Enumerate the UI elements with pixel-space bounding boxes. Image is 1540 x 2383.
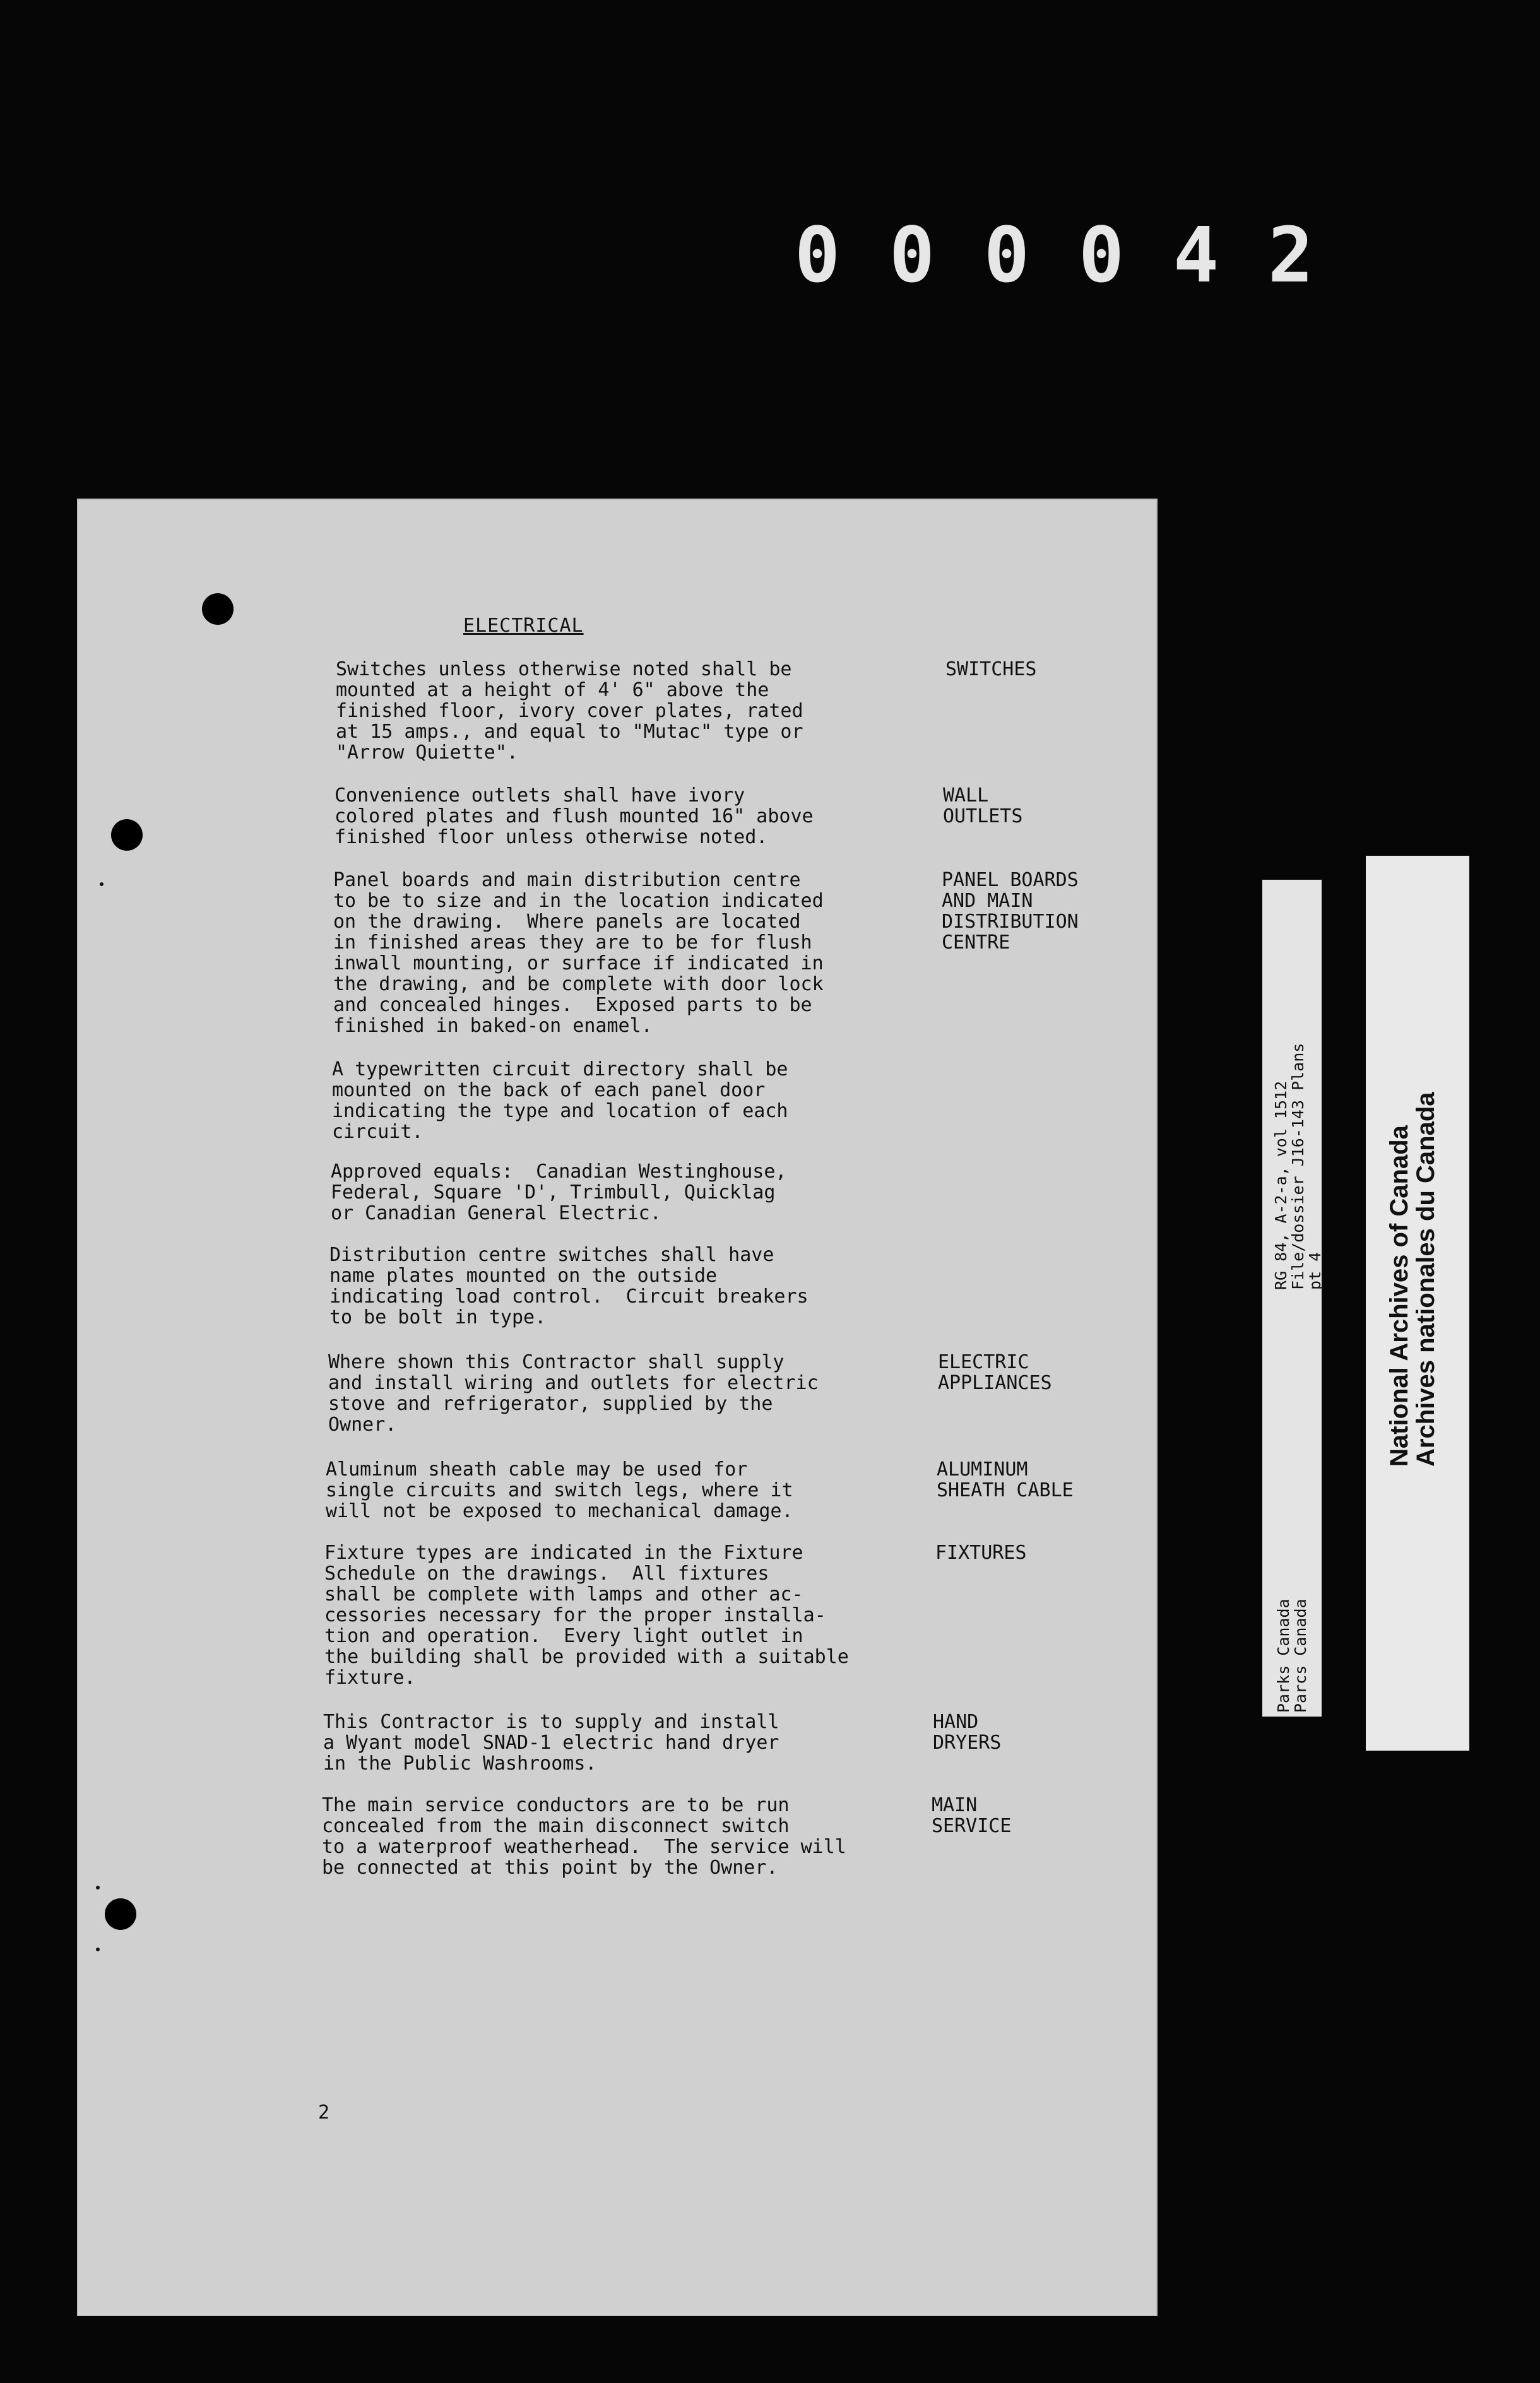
punch-hole xyxy=(111,819,143,851)
section-heading: FIXTURES xyxy=(935,1542,1027,1564)
parks-canada-label xyxy=(1262,880,1322,1717)
section-body: Fixture types are indicated in the Fixture Schedule on the drawings. All fixtures shall be complete with lamps and other ac- cessories necessary for the proper installa- tion and operation. Every light outlet in the building shall be provided with a suitable fixture. xyxy=(324,1542,849,1689)
archives-name: National Archives of Canada Archives nationales du Canada xyxy=(1385,1092,1440,1467)
speck xyxy=(96,1886,100,1889)
section-body: Convenience outlets shall have ivory colored plates and flush mounted 16" above finished floor unless otherwise noted. xyxy=(335,784,814,848)
frame-digit: 0 xyxy=(1078,211,1125,300)
speck xyxy=(100,882,104,886)
section-heading: SWITCHES xyxy=(945,658,1037,680)
section-body: The main service conductors are to be run concealed from the main disconnect switch to a waterproof weatherhead. The service will be connected at this point by the Owner. xyxy=(322,1794,846,1879)
section-heading: WALL OUTLETS xyxy=(943,784,1023,827)
national-archives-label xyxy=(1366,856,1469,1751)
section-body: Panel boards and main distribution centre to be to size and in the location indicated on the drawing. Where panels are located in finished areas they are to be for flush inwall mounting, or surface if indicated in the drawing, and be complete with door lock and concealed hinges. Exposed parts to be finished in baked-on enamel. xyxy=(333,869,824,1037)
frame-digit: 0 xyxy=(983,211,1030,300)
section-heading: ELECTRIC APPLIANCES xyxy=(938,1351,1052,1394)
section-body: Where shown this Contractor shall supply and install wiring and outlets for electric stove and refrigerator, supplied by the Owner. xyxy=(328,1351,819,1436)
section-body: This Contractor is to supply and install a Wyant model SNAD-1 electric hand dryer in the Public Washrooms. xyxy=(323,1711,779,1775)
document-page xyxy=(77,499,1158,2316)
speck xyxy=(96,1948,100,1951)
section-heading: ALUMINUM SHEATH CABLE xyxy=(937,1458,1074,1501)
section-body: Distribution centre switches shall have name plates mounted on the outside indicating load control. Circuit breakers to be bolt in type. xyxy=(329,1244,808,1328)
section-heading: MAIN SERVICE xyxy=(932,1794,1012,1837)
section-heading: HAND DRYERS xyxy=(933,1711,1002,1754)
section-body: Switches unless otherwise noted shall be mounted at a height of 4' 6" above the finished floor, ivory cover plates, rated at 15 amps., and equal to "Mutac" type or "Arrow Quiette". xyxy=(336,658,803,764)
frame-digit: 4 xyxy=(1173,211,1219,300)
section-body: Aluminum sheath cable may be used for single circuits and switch legs, where it will not be exposed to mechanical damage. xyxy=(326,1458,793,1522)
frame-counter xyxy=(783,208,1325,303)
archive-reference: RG 84, A-2-a, vol 1512 File/dossier J16-143 Plans pt 4 xyxy=(1272,1043,1324,1290)
page-number: 2 xyxy=(318,2102,330,2124)
agency-name: Parks Canada Parcs Canada xyxy=(1274,1599,1310,1713)
frame-digit: 0 xyxy=(889,211,935,300)
frame-digit: 0 xyxy=(794,211,841,300)
document-title: ELECTRICAL xyxy=(463,615,584,637)
section-body: A typewritten circuit directory shall be mounted on the back of each panel door indicating the type and location of each circuit. xyxy=(332,1058,788,1143)
punch-hole xyxy=(105,1898,136,1930)
frame-digit: 2 xyxy=(1267,211,1314,300)
punch-hole xyxy=(202,593,234,625)
section-body: Approved equals: Canadian Westinghouse, Federal, Square 'D', Trimbull, Quicklag or Canadian General Electric. xyxy=(331,1161,787,1224)
section-heading: PANEL BOARDS AND MAIN DISTRIBUTION CENTRE xyxy=(942,869,1079,954)
